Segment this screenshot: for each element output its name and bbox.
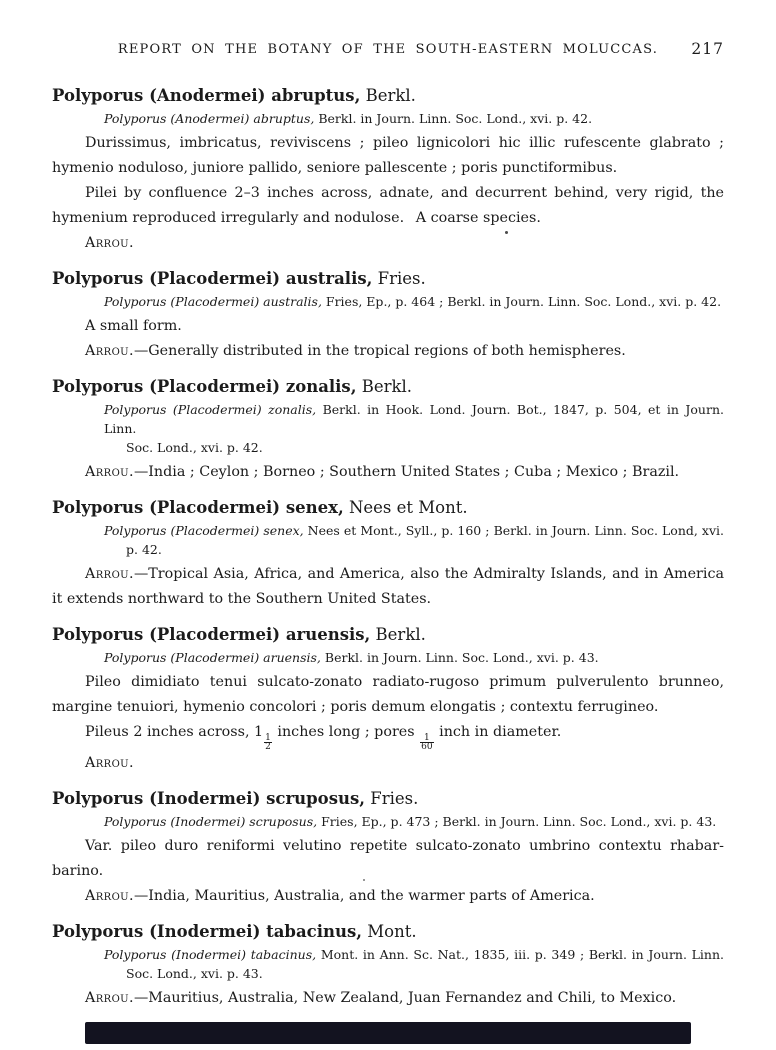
species-heading bbox=[52, 497, 724, 519]
species-authority: Fries. bbox=[377, 269, 426, 288]
description-line: barino. bbox=[52, 863, 104, 879]
species-heading bbox=[52, 788, 724, 810]
citation-line: Polyporus (Inodermei) scruposus, Fries, Ep., p. 473 ; Berkl. in Journ. Linn. Soc. Lond., xvi. p. 43. bbox=[104, 814, 717, 829]
species-entry-senex bbox=[52, 497, 724, 612]
citation bbox=[52, 521, 724, 559]
species-name: Polyporus (Placodermei) zonalis, bbox=[52, 377, 357, 396]
species-name: Polyporus (Anodermei) abruptus, bbox=[52, 86, 361, 105]
fraction-one-sixtieth: $\frac{1}{60}$ bbox=[421, 733, 433, 752]
species-heading bbox=[52, 376, 724, 398]
scan-speck bbox=[505, 231, 508, 234]
citation-line: Polyporus (Anodermei) abruptus, Berkl. in Journ. Linn. Soc. Lond., xvi. p. 42. bbox=[104, 111, 593, 126]
species-name: Polyporus (Placodermei) senex, bbox=[52, 498, 344, 517]
citation-line: p. 42. bbox=[126, 542, 162, 557]
species-authority: Fries. bbox=[370, 789, 419, 808]
description-line: hymenium reproduced irregularly and nodulose. A coarse species. bbox=[52, 210, 541, 226]
scan-speck bbox=[363, 879, 365, 881]
citation-line: Soc. Lond., xvi. p. 42. bbox=[126, 440, 263, 455]
fraction-one-half: $\frac{1}{2}$ bbox=[265, 733, 271, 752]
description-line: hymenio noduloso, juniore pallido, seniore pallescente ; poris punctiformibus. bbox=[52, 160, 618, 176]
citation bbox=[52, 648, 724, 667]
citation bbox=[52, 400, 724, 457]
citation bbox=[52, 945, 724, 983]
running-header-title: REPORT ON THE BOTANY OF THE SOUTH-EASTERN MOLUCCAS. bbox=[117, 42, 659, 57]
locality-line: Arrou.—Generally distributed in the tropical regions of both hemispheres. bbox=[85, 343, 626, 359]
description-line: Durissimus, imbricatus, reviviscens ; pileo lignicolori hic illic rufescente glabrato ; bbox=[85, 135, 724, 151]
page-column bbox=[52, 42, 724, 1023]
locality-line: Arrou.—India ; Ceylon ; Borneo ; Southern United States ; Cuba ; Mexico ; Brazil. bbox=[85, 464, 680, 480]
species-name: Polyporus (Placodermei) aruensis, bbox=[52, 625, 371, 644]
species-authority: Nees et Mont. bbox=[348, 498, 468, 517]
species-entry-australis bbox=[52, 268, 724, 364]
locality-line: Arrou.—India, Mauritius, Australia, and the warmer parts of America. bbox=[85, 888, 595, 904]
citation-line: Polyporus (Placodermei) zonalis, Berkl. in Hook. Lond. Journ. Bot., 1847, p. 504, et in Journ. Linn. bbox=[104, 402, 724, 436]
species-name: Polyporus (Inodermei) tabacinus, bbox=[52, 922, 363, 941]
species-entry-zonalis bbox=[52, 376, 724, 485]
measurement-line: Pileus 2 inches across, 1 $\frac{1}{2}$ inches long ; pores $\frac{1}{60}$ inch in diameter. bbox=[85, 724, 562, 752]
locality-line: Arrou. bbox=[85, 235, 134, 251]
species-entry-abruptus bbox=[52, 85, 724, 256]
citation bbox=[52, 109, 724, 128]
species-authority: Berkl. bbox=[361, 377, 413, 396]
citation-line: Polyporus (Placodermei) aruensis, Berkl. in Journ. Linn. Soc. Lond., xvi. p. 43. bbox=[104, 650, 599, 665]
locality-line: Arrou.—Mauritius, Australia, New Zealand, Juan Fernandez and Chili, to Mexico. bbox=[85, 990, 677, 1006]
description-line: Pilei by confluence 2–3 inches across, adnate, and decurrent behind, very rigid, the bbox=[85, 185, 724, 201]
running-header bbox=[52, 42, 724, 59]
species-entry-aruensis bbox=[52, 624, 724, 776]
locality-line: Arrou.—Tropical Asia, Africa, and America, also the Admiralty Islands, and in America bbox=[85, 566, 724, 582]
species-entry-tabacinus bbox=[52, 921, 724, 1011]
description-line: Pileo dimidiato tenui sulcato-zonato radiato-rugoso primum pulverulento brunneo, bbox=[85, 674, 724, 690]
citation-line: Polyporus (Placodermei) senex, Nees et Mont., Syll., p. 160 ; Berkl. in Journ. Linn. Soc. Lond, xvi. bbox=[104, 523, 724, 538]
citation bbox=[52, 812, 724, 831]
citation bbox=[52, 292, 724, 311]
locality-line: it extends northward to the Southern United States. bbox=[52, 591, 432, 607]
species-entry-scruposus bbox=[52, 788, 724, 909]
description-line: margine tenuiori, hymenio concolori ; poris demum elongatis ; contextu ferrugineo. bbox=[52, 699, 659, 715]
description-line: Var. pileo duro reniformi velutino repetite sulcato-zonato umbrino contextu rhabar- bbox=[85, 838, 724, 854]
species-authority: Berkl. bbox=[365, 86, 416, 105]
page-number: 217 bbox=[691, 40, 724, 58]
citation-line: Soc. Lond., xvi. p. 43. bbox=[126, 966, 263, 981]
species-heading bbox=[52, 921, 724, 943]
species-name: Polyporus (Inodermei) scruposus, bbox=[52, 789, 366, 808]
species-authority: Berkl. bbox=[375, 625, 426, 644]
citation-line: Polyporus (Placodermei) australis, Fries, Ep., p. 464 ; Berkl. in Journ. Linn. Soc. Lond., xvi. p. 42. bbox=[104, 294, 722, 309]
citation-line: Polyporus (Inodermei) tabacinus, Mont. in Ann. Sc. Nat., 1835, iii. p. 349 ; Berkl. in Journ. Linn. bbox=[104, 947, 725, 962]
species-heading bbox=[52, 624, 724, 646]
species-heading bbox=[52, 268, 724, 290]
species-name: Polyporus (Placodermei) australis, bbox=[52, 269, 373, 288]
locality-line: Arrou. bbox=[85, 755, 134, 771]
species-heading bbox=[52, 85, 724, 107]
species-authority: Mont. bbox=[367, 922, 417, 941]
scan-artifact-bar bbox=[85, 1022, 691, 1044]
description-line: A small form. bbox=[85, 318, 182, 334]
